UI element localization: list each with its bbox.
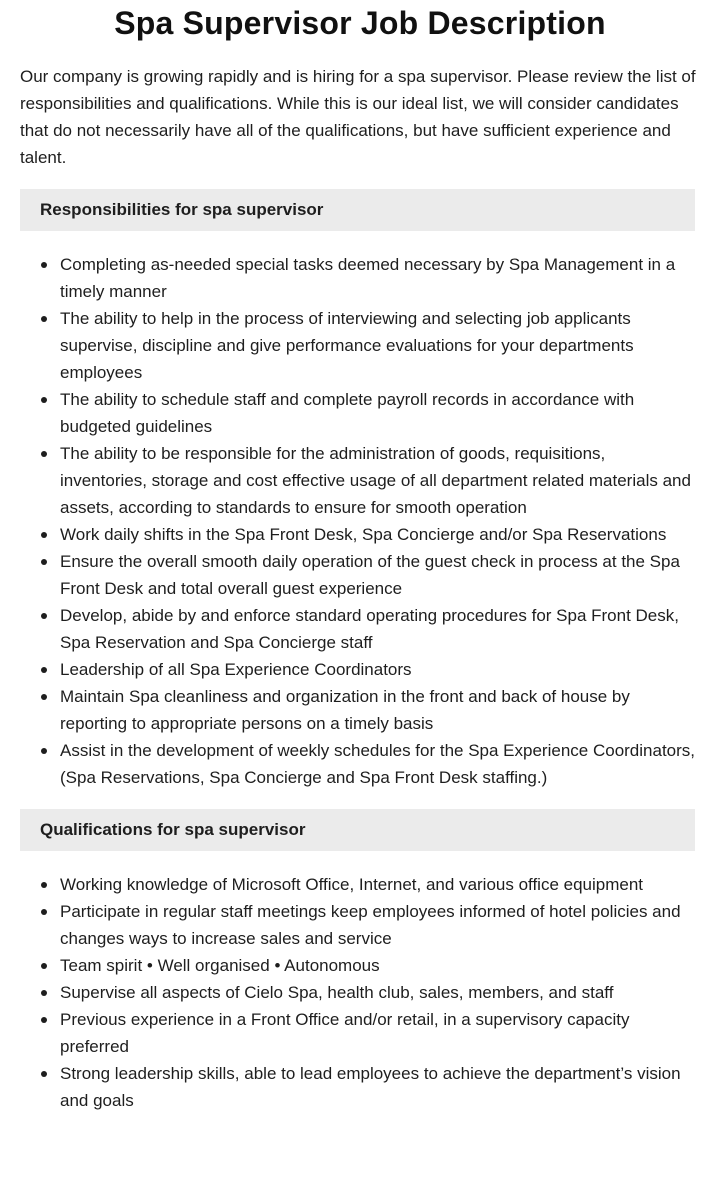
list-item: [20, 1006, 695, 1060]
qualifications-heading: Qualifications for spa supervisor: [20, 809, 695, 851]
bullet-icon: [41, 882, 47, 888]
list-item: [20, 979, 695, 1006]
list-item: [20, 952, 695, 979]
list-item-text: The ability to help in the process of interviewing and selecting job applicants supervise, discipline and give performance evaluations for your departments employees: [60, 309, 634, 382]
bullet-icon: [41, 667, 47, 673]
list-item: [20, 1060, 695, 1114]
list-item-text: Previous experience in a Front Office and/or retail, in a supervisory capacity preferred: [60, 1010, 630, 1056]
list-item-text: Ensure the overall smooth daily operation of the guest check in process at the Spa Front Desk and total overall guest experience: [60, 552, 680, 598]
list-item: [20, 251, 695, 305]
list-item: [20, 656, 695, 683]
list-item-text: Strong leadership skills, able to lead employees to achieve the department’s vision and goals: [60, 1064, 681, 1110]
list-item: [20, 548, 695, 602]
bullet-icon: [41, 748, 47, 754]
list-item-text: Supervise all aspects of Cielo Spa, health club, sales, members, and staff: [60, 983, 614, 1002]
bullet-icon: [41, 909, 47, 915]
qualifications-list: [20, 871, 695, 1114]
list-item: [20, 898, 695, 952]
list-item-text: Participate in regular staff meetings keep employees informed of hotel policies and changes ways to increase sales and service: [60, 902, 681, 948]
bullet-icon: [41, 451, 47, 457]
bullet-icon: [41, 1017, 47, 1023]
list-item-text: Working knowledge of Microsoft Office, Internet, and various office equipment: [60, 875, 644, 894]
list-item-text: Team spirit • Well organised • Autonomous: [60, 956, 380, 975]
list-item: [20, 440, 695, 521]
list-item-text: Develop, abide by and enforce standard operating procedures for Spa Front Desk, Spa Reservation and Spa Concierge staff: [60, 606, 679, 652]
responsibilities-list: [20, 251, 695, 791]
bullet-icon: [41, 397, 47, 403]
bullet-icon: [41, 963, 47, 969]
bullet-icon: [41, 694, 47, 700]
bullet-icon: [41, 613, 47, 619]
list-item-text: Maintain Spa cleanliness and organization in the front and back of house by reporting to appropriate persons on a timely basis: [60, 687, 630, 733]
list-item: [20, 737, 703, 791]
list-item: [20, 683, 695, 737]
list-item-text: Leadership of all Spa Experience Coordinators: [60, 660, 412, 679]
list-item-text: The ability to be responsible for the administration of goods, requisitions, inventories, storage and cost effective usage of all department related materials and assets, according to standards to ensure for smooth operation: [60, 444, 691, 517]
list-item-text: Work daily shifts in the Spa Front Desk, Spa Concierge and/or Spa Reservations: [60, 525, 667, 544]
list-item-text: The ability to schedule staff and complete payroll records in accordance with budgeted guidelines: [60, 390, 635, 436]
bullet-icon: [41, 316, 47, 322]
list-item: [20, 602, 695, 656]
list-item-text: Completing as-needed special tasks deemed necessary by Spa Management in a timely manner: [60, 255, 676, 301]
bullet-icon: [41, 990, 47, 996]
bullet-icon: [41, 532, 47, 538]
list-item: [20, 871, 695, 898]
list-item: [20, 386, 695, 440]
list-item-text: Assist in the development of weekly schedules for the Spa Experience Coordinators, (Spa Reservations, Spa Concierge and Spa Front Desk staffing.): [60, 741, 696, 787]
bullet-icon: [41, 559, 47, 565]
page-title: Spa Supervisor Job Description: [114, 5, 606, 41]
bullet-icon: [41, 262, 47, 268]
list-item: [20, 521, 695, 548]
intro-paragraph: Our company is growing rapidly and is hiring for a spa supervisor. Please review the list of responsibilities and qualifications. While this is our ideal list, we will consider candidates that do not necessarily have all of the qualifications, but have sufficient experience and talent.: [20, 67, 696, 167]
list-item: [20, 305, 695, 386]
bullet-icon: [41, 1071, 47, 1077]
responsibilities-heading: Responsibilities for spa supervisor: [20, 189, 695, 231]
